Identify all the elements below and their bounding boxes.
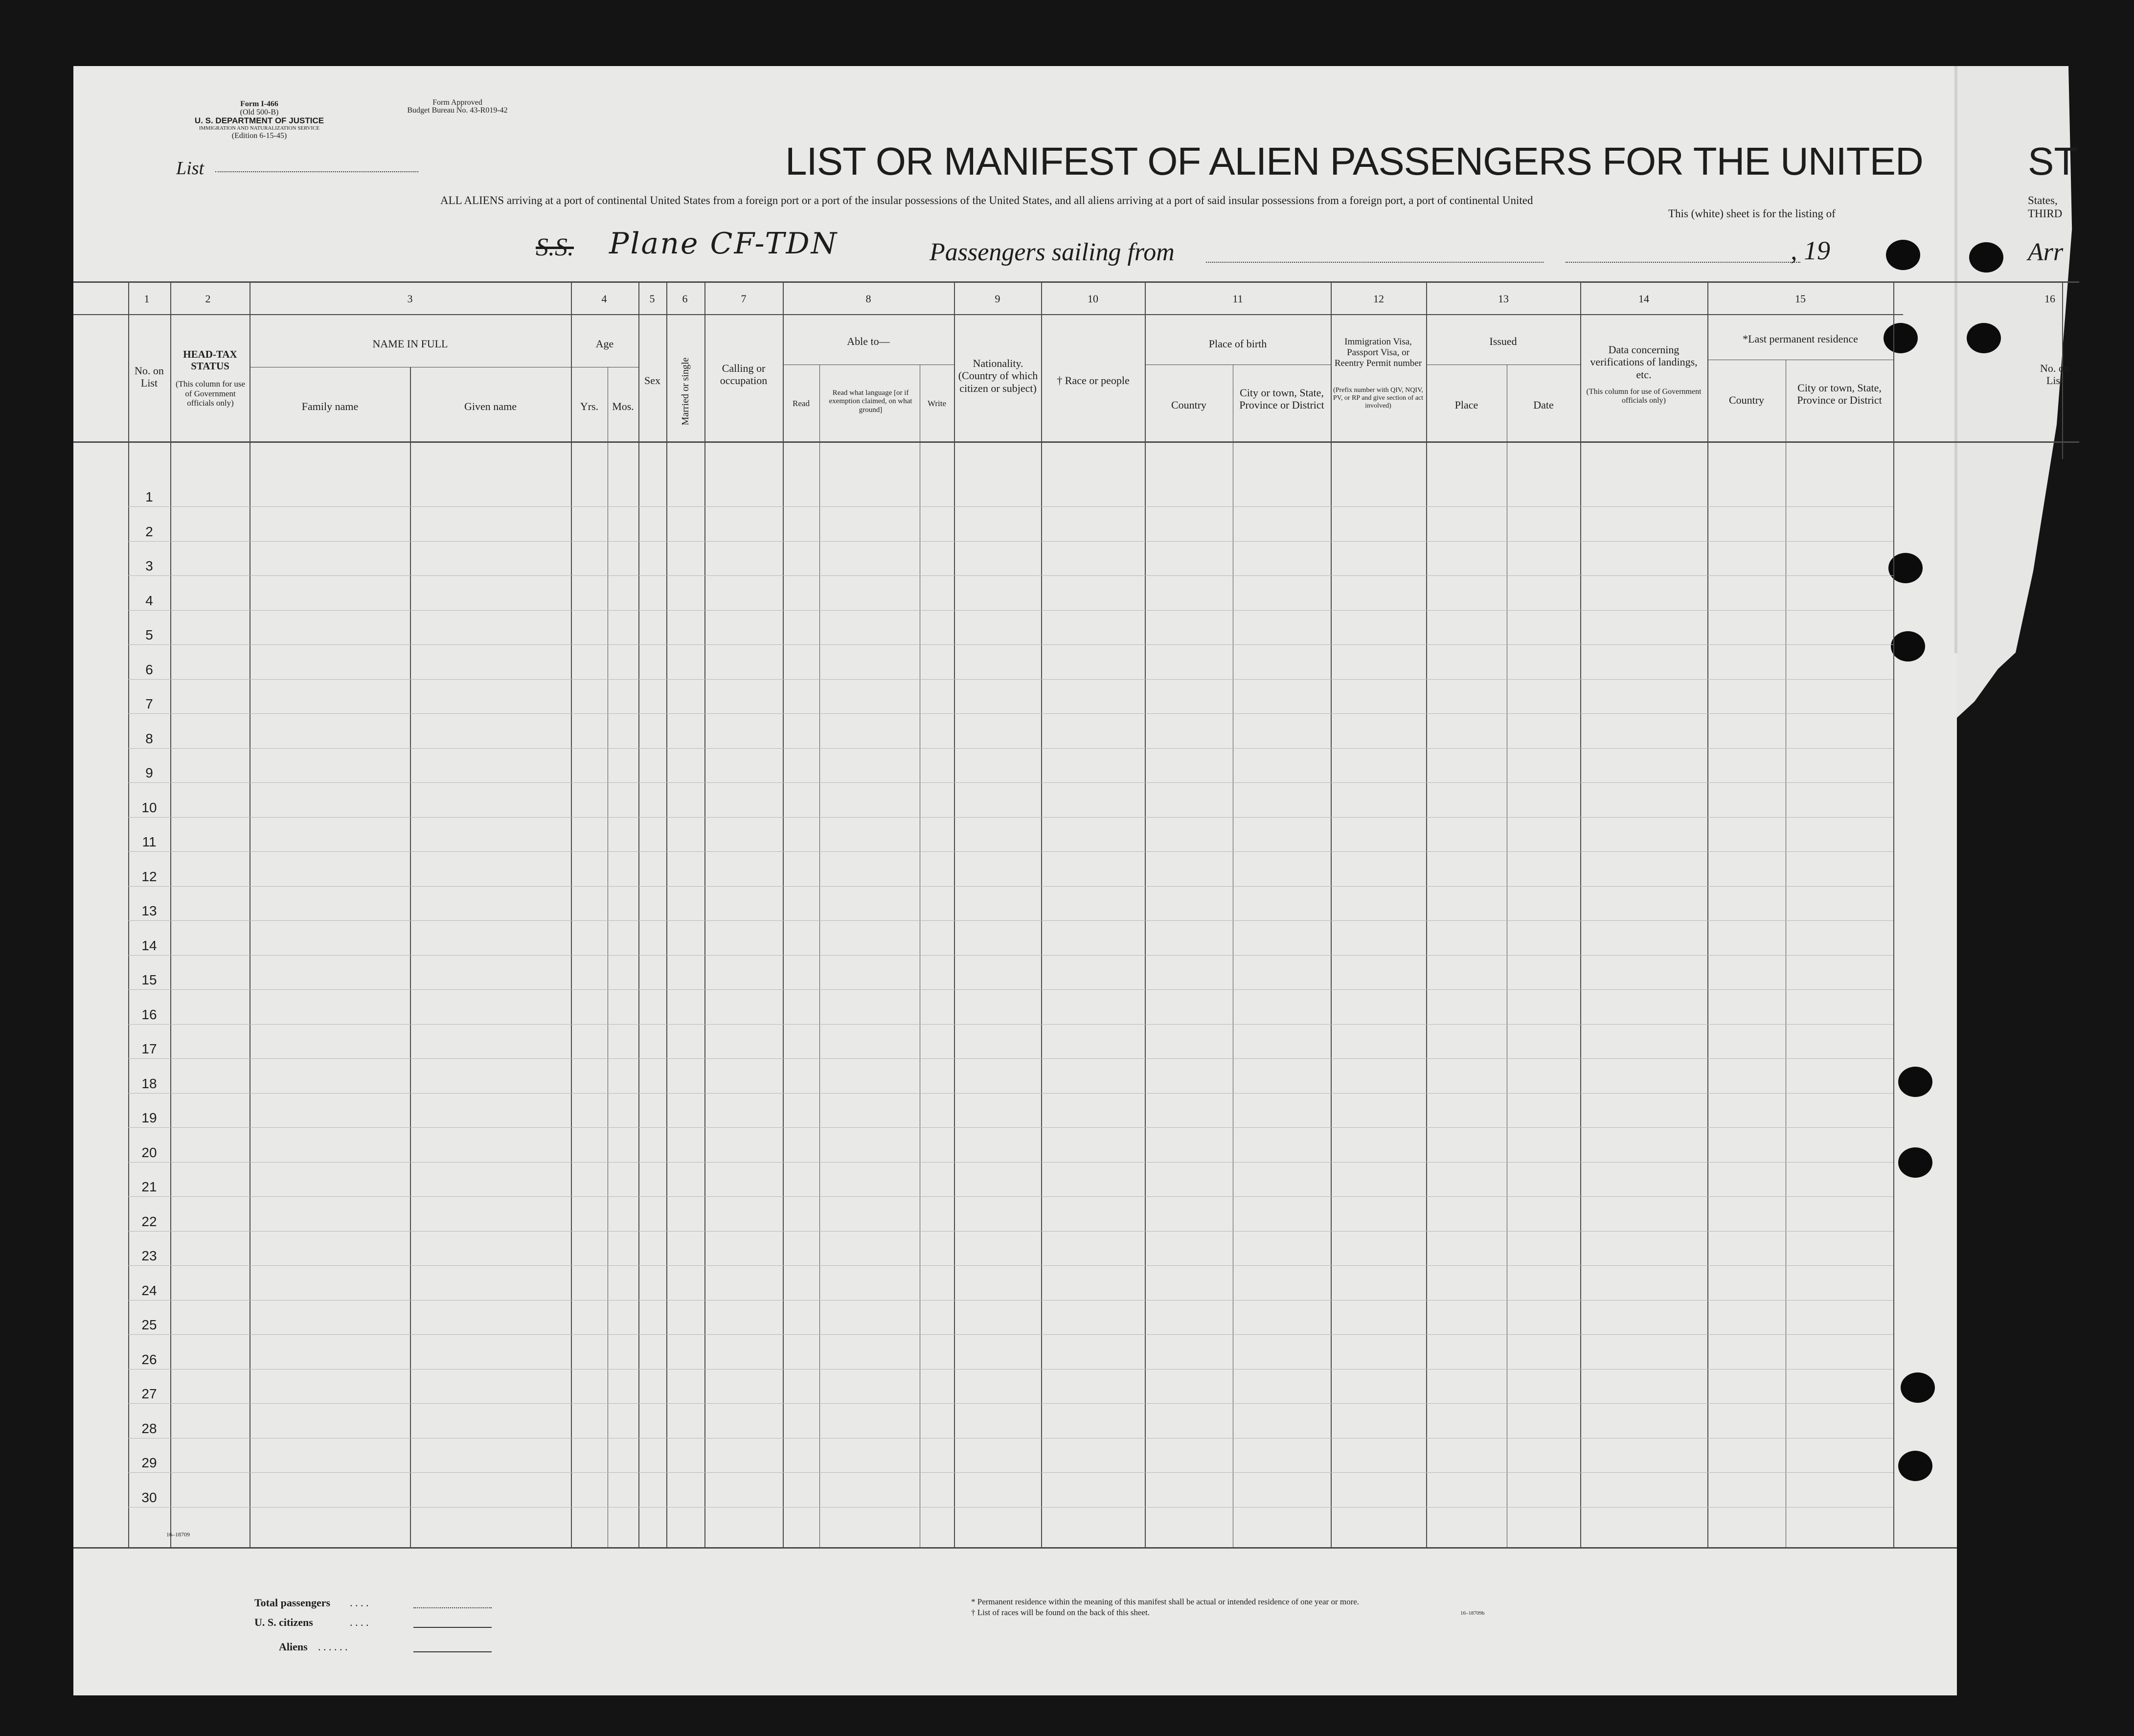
row-rule <box>128 782 1893 783</box>
col-line <box>410 367 411 1548</box>
dots: . . . . <box>350 1616 369 1628</box>
dots: . . . . . . <box>318 1641 348 1653</box>
col-num-10: 10 <box>1088 293 1098 305</box>
punch-hole <box>1891 631 1925 662</box>
row-rule <box>128 1162 1893 1163</box>
right-fragment-states: States, <box>2028 194 2058 206</box>
col-num-14: 14 <box>1638 293 1649 305</box>
row-number: 1 <box>145 489 153 504</box>
row-rule <box>128 1300 1893 1301</box>
header-race: † Race or people <box>1057 374 1130 387</box>
header-head-tax-note: (This column for use of Government officials only) <box>175 379 246 408</box>
row-number: 19 <box>141 1110 157 1125</box>
header-residence-city: City or town, State, Province or District <box>1797 382 1882 407</box>
sailing-from-field[interactable] <box>1206 262 1544 263</box>
header-married-single: Married or single <box>680 357 691 426</box>
table-top-rule <box>73 281 2079 283</box>
punch-hole <box>1898 1067 1932 1097</box>
col-line <box>954 283 955 1548</box>
header-data-verifications-note: (This column for use of Government officials only) <box>1586 388 1702 405</box>
col-num-9: 9 <box>995 293 1000 305</box>
header-no-on-list: No. on List <box>135 365 164 389</box>
row-number: 21 <box>141 1179 157 1194</box>
header-age-yrs: Yrs. <box>580 400 599 412</box>
row-rule <box>128 1093 1893 1094</box>
col-line <box>1893 283 1894 1548</box>
dots: . . . . <box>350 1597 369 1609</box>
row-rule <box>128 713 1893 714</box>
col-line <box>1580 283 1581 1548</box>
punch-hole <box>1898 1451 1932 1481</box>
row-rule <box>128 610 1893 611</box>
vessel-name-handwritten[interactable]: Plane CF-TDN <box>609 227 839 261</box>
page-title-continued: ST <box>2028 139 2078 183</box>
row-number: 23 <box>141 1248 157 1263</box>
row-number: 2 <box>145 524 153 539</box>
header-read-language: Read what language [or if exemption claimed, on what ground] <box>829 389 912 414</box>
col-line <box>1426 283 1427 1548</box>
row-rule <box>128 748 1893 749</box>
table-bottom-rule <box>73 1547 1957 1549</box>
row-rule <box>128 1403 1893 1404</box>
header-last-residence: *Last permanent residence <box>1743 333 1858 345</box>
row-number: 18 <box>141 1075 157 1091</box>
header-head-tax: HEAD-TAX STATUS <box>183 348 237 372</box>
torn-next-sheet <box>1957 66 2074 1695</box>
col-line <box>783 283 784 1548</box>
us-citizens-label: U. S. citizens <box>254 1616 313 1628</box>
row-number: 26 <box>141 1351 157 1367</box>
col-num-6: 6 <box>682 293 688 305</box>
edition: (Edition 6-15-45) <box>231 132 287 140</box>
row-rule <box>128 1058 1893 1059</box>
col-line <box>704 283 705 1548</box>
header-issued-date: Date <box>1533 399 1554 411</box>
header-issued-place: Place <box>1454 399 1478 411</box>
col-num-11: 11 <box>1232 293 1243 305</box>
row-rule <box>128 1127 1893 1128</box>
row-number: 17 <box>141 1041 157 1056</box>
header-family-name: Family name <box>301 400 359 412</box>
aliens-label: Aliens <box>279 1641 308 1653</box>
right-fragment-third: THIRD <box>2028 207 2063 220</box>
total-passengers-label: Total passengers <box>254 1597 331 1609</box>
row-rule <box>128 989 1893 990</box>
row-number: 3 <box>145 558 153 573</box>
row-number: 20 <box>141 1144 157 1160</box>
header-calling: Calling or occupation <box>720 362 768 387</box>
us-citizens-field[interactable] <box>413 1627 492 1628</box>
vessel-prefix: S.S. <box>536 233 574 261</box>
row-number: 6 <box>145 662 153 677</box>
date-field[interactable] <box>1566 262 1800 263</box>
row-number: 14 <box>141 937 157 953</box>
col-num-1: 1 <box>144 293 150 305</box>
sheet-fold <box>1954 66 1957 653</box>
department-name: U. S. DEPARTMENT OF JUSTICE <box>194 116 324 125</box>
punch-hole <box>1898 1147 1932 1178</box>
col-line <box>666 283 667 1548</box>
print-code: 16–18709 <box>166 1531 190 1538</box>
col-num-4: 4 <box>601 293 607 305</box>
row-rule <box>128 679 1893 680</box>
header-given-name: Given name <box>464 400 517 412</box>
row-number: 15 <box>141 972 157 987</box>
punch-hole <box>1967 323 2001 353</box>
row-number: 10 <box>141 799 157 815</box>
col-num-7: 7 <box>741 293 747 305</box>
row-number: 13 <box>141 903 157 918</box>
row-number: 29 <box>141 1455 157 1470</box>
header-read: Read <box>793 399 810 408</box>
row-rule <box>128 920 1893 921</box>
row-rule <box>128 575 1893 576</box>
footnote-permanent-residence: * Permanent residence within the meaning of this manifest shall be actual or intended residence of one year or more. <box>971 1597 1360 1606</box>
col-num-15: 15 <box>1795 293 1806 305</box>
form-old-number: (Old 500-B) <box>240 108 279 116</box>
col-num-13: 13 <box>1498 293 1509 305</box>
print-code-2: 16–18709b <box>1460 1610 1485 1616</box>
row-rule <box>128 1265 1893 1266</box>
punch-hole <box>1901 1372 1935 1403</box>
column-number-rule <box>73 314 1903 315</box>
header-age: Age <box>595 338 614 350</box>
col-num-8: 8 <box>865 293 871 305</box>
list-field[interactable] <box>215 171 418 172</box>
row-rule <box>128 1369 1893 1370</box>
row-rule <box>128 817 1893 818</box>
form-approved: Form Approved <box>432 98 482 107</box>
form-number: Form I-466 <box>240 100 278 108</box>
row-rule <box>128 886 1893 887</box>
header-place-of-birth: Place of birth <box>1208 338 1267 350</box>
row-rule <box>128 1334 1893 1335</box>
row-number: 16 <box>141 1006 157 1022</box>
row-rule <box>128 1196 1893 1197</box>
service-name: IMMIGRATION AND NATURALIZATION SERVICE <box>199 125 320 131</box>
row-number: 30 <box>141 1489 157 1505</box>
footnote-races: † List of races will be found on the back of this sheet. <box>971 1608 1150 1617</box>
punch-hole <box>1886 240 1920 270</box>
header-birth-city: City or town, State, Province or District <box>1239 387 1324 411</box>
punch-hole <box>1969 242 2003 273</box>
subtitle: ALL ALIENS arriving at a port of continental United States from a foreign port or a port of the insular possessions of the United States, and all aliens arriving at a port of said insular possessions from a foreign port, a port of continental United <box>440 194 1533 206</box>
col-line <box>1041 283 1042 1548</box>
row-number: 4 <box>145 593 153 608</box>
col-num-16: 16 <box>2044 293 2055 305</box>
row-number: 8 <box>145 731 153 746</box>
header-no-on-list-16: No. on List <box>2040 362 2069 387</box>
header-bottom-rule <box>73 441 2079 443</box>
row-number: 9 <box>145 765 153 780</box>
col-num-3: 3 <box>407 293 413 305</box>
row-number: 7 <box>145 696 153 711</box>
header-birth-country: Country <box>1171 399 1207 411</box>
row-rule <box>128 1231 1893 1232</box>
row-rule <box>128 644 1893 645</box>
header-able-to: Able to— <box>847 335 890 347</box>
budget-number: Budget Bureau No. 43-R019-42 <box>407 106 508 114</box>
aliens-field[interactable] <box>413 1651 492 1652</box>
col-line <box>1707 283 1708 1548</box>
list-label: List <box>176 158 204 179</box>
col-line <box>170 283 171 1548</box>
row-number: 12 <box>141 868 157 884</box>
header-visa-note: (Prefix number with QIV, NQIV, PV, or RP and give section of act involved) <box>1333 387 1424 410</box>
manifest-sheet <box>73 66 1957 1695</box>
header-residence-country: Country <box>1728 394 1765 406</box>
col-line <box>1331 283 1332 1548</box>
year-label: , 19 <box>1791 236 1830 265</box>
header-data-verifications: Data concerning verifications of landings, etc. <box>1590 343 1698 381</box>
page-title: LIST OR MANIFEST OF ALIEN PASSENGERS FOR THE UNITED <box>785 139 1923 183</box>
row-number: 28 <box>141 1420 157 1436</box>
header-visa: Immigration Visa, Passport Visa, or Reentry Permit number <box>1334 337 1422 368</box>
row-rule <box>128 1024 1893 1025</box>
col-num-5: 5 <box>649 293 655 305</box>
total-passengers-field[interactable] <box>413 1607 492 1608</box>
col-num-12: 12 <box>1373 293 1384 305</box>
row-rule <box>128 1507 1893 1508</box>
col-line <box>638 283 639 1548</box>
col-line <box>128 283 129 1548</box>
header-nationality: Nationality. (Country of which citizen or subject) <box>958 357 1038 394</box>
row-number: 24 <box>141 1282 157 1298</box>
row-rule <box>128 851 1893 852</box>
header-age-mos: Mos. <box>612 400 634 412</box>
row-number: 25 <box>141 1317 157 1332</box>
row-number: 5 <box>145 627 153 642</box>
subtitle-2: This (white) sheet is for the listing of <box>1668 207 1836 220</box>
col-line <box>819 365 820 1548</box>
header-sex: Sex <box>644 374 660 387</box>
row-rule <box>128 506 1893 507</box>
col-line <box>571 283 572 1548</box>
sailing-label: Passengers sailing from <box>930 238 1175 266</box>
col-num-2: 2 <box>205 293 211 305</box>
row-rule <box>128 1472 1893 1473</box>
row-number: 11 <box>142 834 157 849</box>
row-number: 22 <box>141 1213 157 1229</box>
arrival-label: Arr <box>2028 238 2064 266</box>
row-rule <box>128 541 1893 542</box>
row-rule <box>128 955 1893 956</box>
row-number: 27 <box>141 1386 157 1401</box>
header-write: Write <box>927 399 947 408</box>
col-line <box>1145 283 1146 1548</box>
header-name-in-full: NAME IN FULL <box>372 338 448 350</box>
row-rule <box>128 1438 1893 1439</box>
header-issued: Issued <box>1489 335 1517 347</box>
